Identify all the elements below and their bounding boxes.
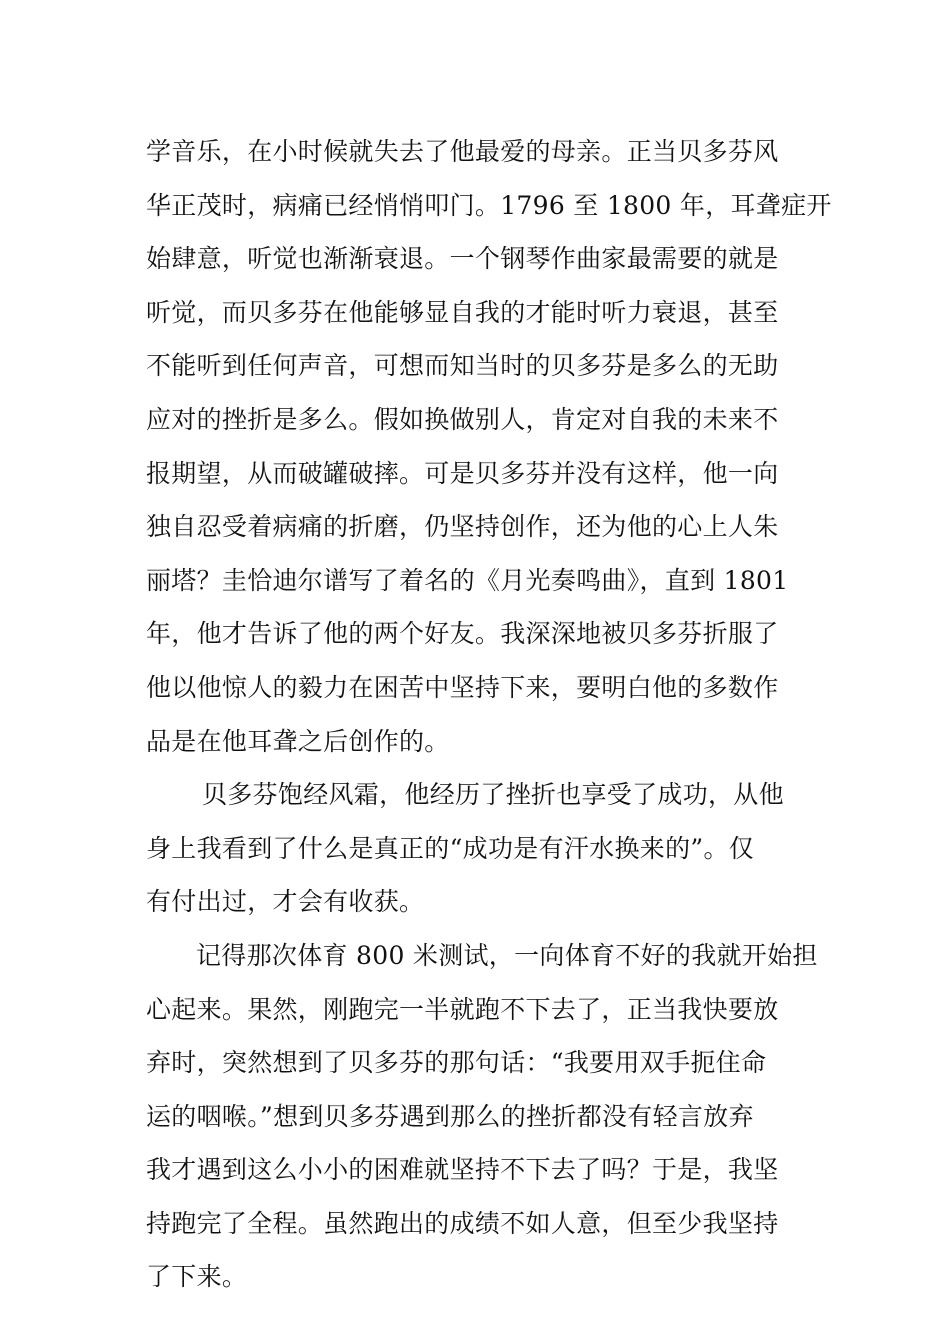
- document-body: [146, 125, 832, 1304]
- paragraph-2: [146, 768, 810, 929]
- text-line: 弃时，突然想到了贝多芬的那句话：“我要用双手扼住命: [146, 1048, 767, 1078]
- text-line: 不能听到任何声音，可想而知当时的贝多芬是多么的无助: [146, 351, 779, 381]
- text-line: 我才遇到这么小小的困难就坚持不下去了吗？于是，我坚: [146, 1155, 779, 1185]
- text-line: 学音乐，在小时候就失去了他最爱的母亲。正当贝多芬风: [146, 137, 779, 166]
- text-line: 报期望，从而破罐破摔。可是贝多芬并没有这样，他一向: [146, 458, 779, 488]
- text-line: 他以他惊人的毅力在困苦中坚持下来，要明白他的多数作: [146, 672, 779, 702]
- text-line: 丽塔？圭恰迪尔谱写了着名的《月光奏鸣曲》，直到 1801: [146, 565, 789, 595]
- paragraph-1: [146, 125, 832, 768]
- text-line: 华正茂时，病痛已经悄悄叩门。1796 至 1800 年，耳聋症开: [146, 190, 832, 220]
- text-line: 始肆意，听觉也渐渐衰退。一个钢琴作曲家最需要的就是: [146, 244, 779, 274]
- paragraph-3: [146, 929, 818, 1304]
- text-line: 有付出过，才会有收获。: [146, 887, 425, 917]
- text-line: 独自忍受着病痛的折磨，仍坚持创作，还为他的心上人朱: [146, 512, 779, 542]
- text-line: 记得那次体育 800 米测试，一向体育不好的我就开始担: [196, 940, 818, 970]
- text-line: 了下来。: [146, 1262, 248, 1292]
- text-line: 年，他才告诉了他的两个好友。我深深地被贝多芬折服了: [146, 619, 779, 649]
- text-line: 运的咽喉。”想到贝多芬遇到那么的挫折都没有轻言放弃: [146, 1101, 754, 1131]
- text-line: 应对的挫折是多么。假如换做别人，肯定对自我的未来不: [146, 404, 779, 434]
- text-line: 身上我看到了什么是真正的“成功是有汗水换来的”。仅: [146, 833, 755, 863]
- text-line: 贝多芬饱经风霜，他经历了挫折也享受了成功，从他: [202, 780, 784, 810]
- text-line: 持跑完了全程。虽然跑出的成绩不如人意，但至少我坚持: [146, 1208, 779, 1238]
- text-line: 听觉，而贝多芬在他能够显自我的才能时听力衰退，甚至: [146, 297, 779, 327]
- text-line: 心起来。果然，刚跑完一半就跑不下去了，正当我快要放: [146, 994, 779, 1024]
- text-line: 品是在他耳聋之后创作的。: [146, 726, 450, 756]
